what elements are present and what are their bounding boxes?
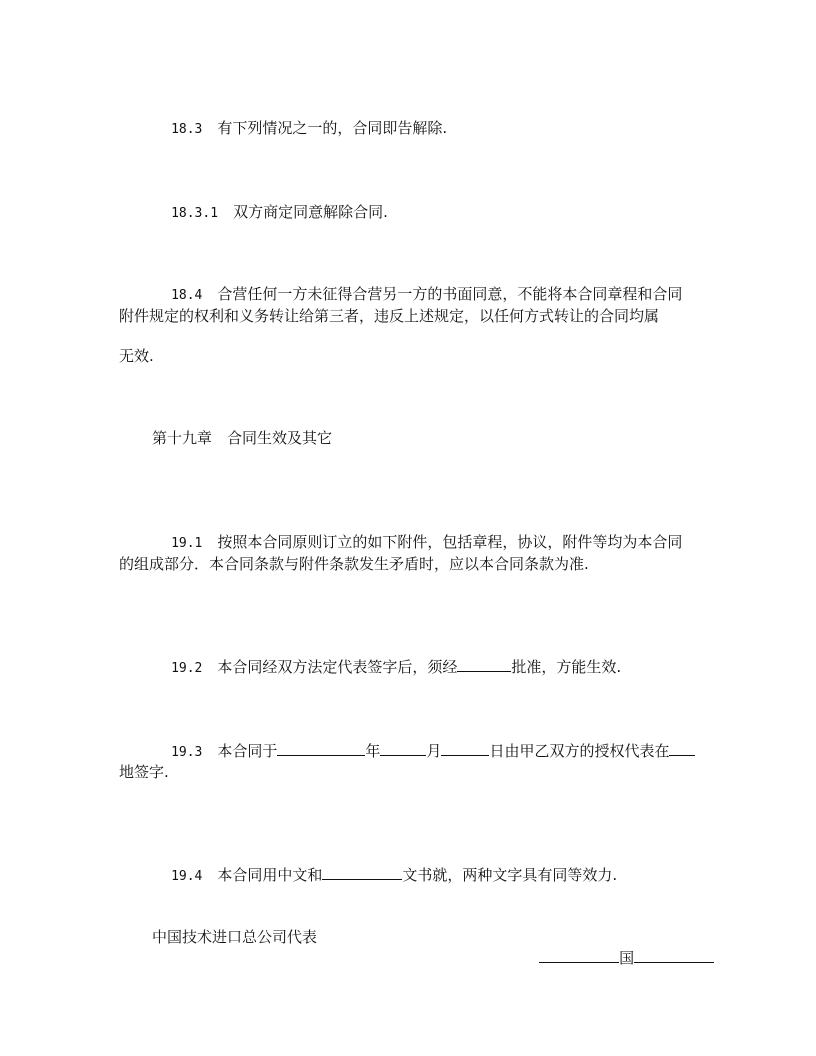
country-label: 国 — [619, 949, 635, 967]
clause-19-4 — [152, 844, 618, 884]
clause-number: 19.4 — [171, 869, 203, 884]
place-blank — [669, 740, 695, 756]
clause-number: 19.1 — [171, 536, 203, 551]
month-label: 月 — [426, 742, 442, 760]
year-label: 年 — [365, 742, 381, 760]
clause-number: 18.4 — [171, 288, 203, 303]
clause-text: 本合同于 — [217, 742, 278, 760]
signatory-foreign-party — [520, 927, 714, 967]
clause-number: 18.3 — [171, 122, 203, 137]
clause-text: 双方商定同意解除合同. — [233, 203, 388, 221]
clause-18-4-line-3: 无效. — [119, 347, 154, 365]
clause-text: 本合同用中文和 — [217, 866, 323, 884]
clause-18-4-line-1 — [152, 264, 683, 303]
clause-18-4-line-2: 附件规定的权利和义务转让给第三者，违反上述规定，以任何方式转让的合同均属 — [119, 307, 660, 325]
clause-19-1-line-1 — [152, 512, 683, 551]
chapter-19-heading: 第十九章 合同生效及其它 — [152, 429, 333, 447]
clause-number: 19.3 — [171, 745, 203, 760]
clause-text: 有下列情况之一的，合同即告解除. — [217, 119, 448, 137]
clause-19-1-line-2: 的组成部分．本合同条款与附件条款发生矛盾时，应以本合同条款为准. — [119, 555, 589, 573]
other-language-blank — [322, 864, 402, 880]
approval-authority-blank — [457, 656, 511, 672]
day-blank — [441, 740, 489, 756]
company-name-blank — [634, 947, 714, 963]
clause-19-2 — [152, 636, 622, 676]
clause-19-3-line-2: 地签字. — [119, 763, 169, 781]
clause-19-3-line-1 — [152, 720, 695, 760]
clause-text: 合营任何一方未征得合营另一方的书面同意，不能将本合同章程和合同 — [217, 285, 683, 303]
clause-text: 文书就，两种文字具有同等效力. — [402, 866, 618, 884]
country-name-blank — [539, 947, 619, 963]
clause-text: 本合同经双方法定代表签字后，须经 — [217, 658, 458, 676]
clause-18-3-1 — [152, 182, 388, 221]
clause-text: 按照本合同原则订立的如下附件，包括章程，协议，附件等均为本合同 — [217, 533, 683, 551]
clause-text: 日由甲乙双方的授权代表在 — [489, 742, 670, 760]
clause-text: 批准，方能生效. — [511, 658, 622, 676]
clause-number: 19.2 — [171, 661, 203, 676]
year-blank — [277, 740, 365, 756]
clause-18-3 — [152, 98, 448, 137]
clause-number: 18.3.1 — [171, 206, 219, 221]
signatory-cntic: 中国技术进口总公司代表 — [152, 928, 318, 946]
month-blank — [380, 740, 426, 756]
